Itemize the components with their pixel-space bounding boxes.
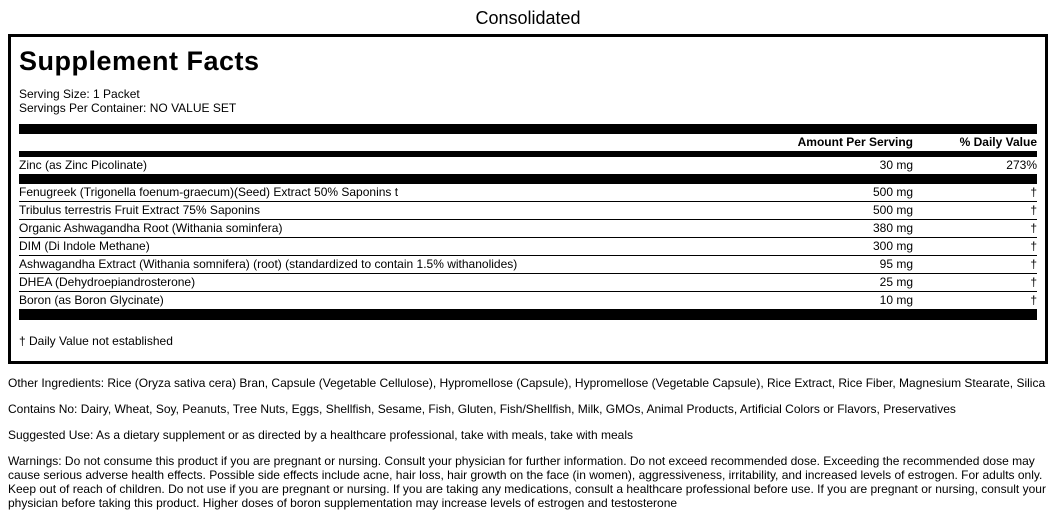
table-row-ashwagandha-extract — [19, 256, 1037, 274]
ingredient-amount: 25 mg — [879, 275, 913, 289]
ingredient-amount: 10 mg — [879, 293, 913, 307]
ingredient-name: Organic Ashwagandha Root (Withania sominfera) — [19, 221, 283, 235]
table-row-boron — [19, 292, 1037, 310]
ingredient-daily-value: † — [1030, 239, 1037, 253]
table-header-row — [19, 134, 1037, 151]
ingredient-amount: 95 mg — [879, 257, 913, 271]
serving-size-line: Serving Size: 1 Packet — [19, 87, 140, 101]
suggested-use-text: Suggested Use: As a dietary supplement or as directed by a healthcare professional, take with meals, take with meals — [8, 428, 633, 442]
contains-no-text: Contains No: Dairy, Wheat, Soy, Peanuts, Tree Nuts, Eggs, Shellfish, Sesame, Fish, Gluten, Fish/Shellfish, Milk, GMOs, Animal Products, Artificial Colors or Flavors, Preservatives — [8, 402, 956, 416]
table-row-dhea — [19, 274, 1037, 292]
ingredient-name: DIM (Di Indole Methane) — [19, 239, 150, 253]
ingredient-name: Fenugreek (Trigonella foenum-graecum)(Seed) Extract 50% Saponins t — [19, 185, 399, 199]
ingredient-amount: 500 mg — [872, 185, 913, 199]
ingredient-daily-value: † — [1030, 257, 1037, 271]
supplement-facts-panel — [8, 34, 1048, 364]
table-row-tribulus — [19, 202, 1037, 220]
ingredient-amount: 30 mg — [879, 158, 913, 172]
page-title: Consolidated — [475, 8, 581, 28]
table-row-zinc — [19, 157, 1037, 174]
table-row-organic-ashwagandha — [19, 220, 1037, 238]
ingredient-name: Tribulus terrestris Fruit Extract 75% Saponins — [19, 203, 260, 217]
ingredient-daily-value: † — [1030, 221, 1037, 235]
ingredient-name: Ashwagandha Extract (Withania somnifera) (root) (standardized to contain 1.5% withanolides) — [19, 257, 518, 271]
divider-bar-thick — [19, 174, 1037, 184]
daily-value-footnote: † Daily Value not established — [19, 334, 173, 348]
servings-per-container-line: Servings Per Container: NO VALUE SET — [19, 101, 237, 115]
divider-bar-thick — [19, 310, 1037, 320]
table-row-fenugreek — [19, 184, 1037, 202]
divider-bar-thick — [19, 124, 1037, 134]
column-header-amount: Amount Per Serving — [797, 135, 913, 149]
ingredient-daily-value: † — [1030, 293, 1037, 307]
ingredient-name: Zinc (as Zinc Picolinate) — [19, 158, 148, 172]
ingredient-daily-value: 273% — [1006, 158, 1037, 172]
ingredient-amount: 500 mg — [872, 203, 913, 217]
column-header-daily-value: % Daily Value — [959, 135, 1037, 149]
ingredient-name: Boron (as Boron Glycinate) — [19, 293, 164, 307]
panel-title: Supplement Facts — [19, 46, 260, 76]
ingredient-daily-value: † — [1030, 203, 1037, 217]
ingredient-amount: 300 mg — [872, 239, 913, 253]
ingredient-daily-value: † — [1030, 275, 1037, 289]
warnings-text: Warnings: Do not consume this product if you are pregnant or nursing. Consult your physician for further information. Do not exceed recommended dose. Exceeding the recommended dose may cause serious adverse health effects. Possible side effects include acne, hair loss, hair growth on the face (in women), aggressiveness, irritability, and increased levels of estrogen. For adults only. Keep out of reach of children. Do not use if you are pregnant or nursing. If you are taking any medications, consult a healthcare professional before use. If you are pregnant or nursing, consult your physician before taking this product. Higher doses of boron supplementation may increase levels of estrogen and testosterone — [8, 454, 1046, 510]
ingredient-amount: 380 mg — [872, 221, 913, 235]
table-row-dim — [19, 238, 1037, 256]
ingredient-name: DHEA (Dehydroepiandrosterone) — [19, 275, 196, 289]
ingredient-daily-value: † — [1030, 185, 1037, 199]
other-ingredients-text: Other Ingredients: Rice (Oryza sativa cera) Bran, Capsule (Vegetable Cellulose), Hypromellose (Capsule), Hypromellose (Vegetable Capsule), Rice Extract, Rice Fiber, Magnesium Stearate, Silica — [8, 376, 1046, 390]
